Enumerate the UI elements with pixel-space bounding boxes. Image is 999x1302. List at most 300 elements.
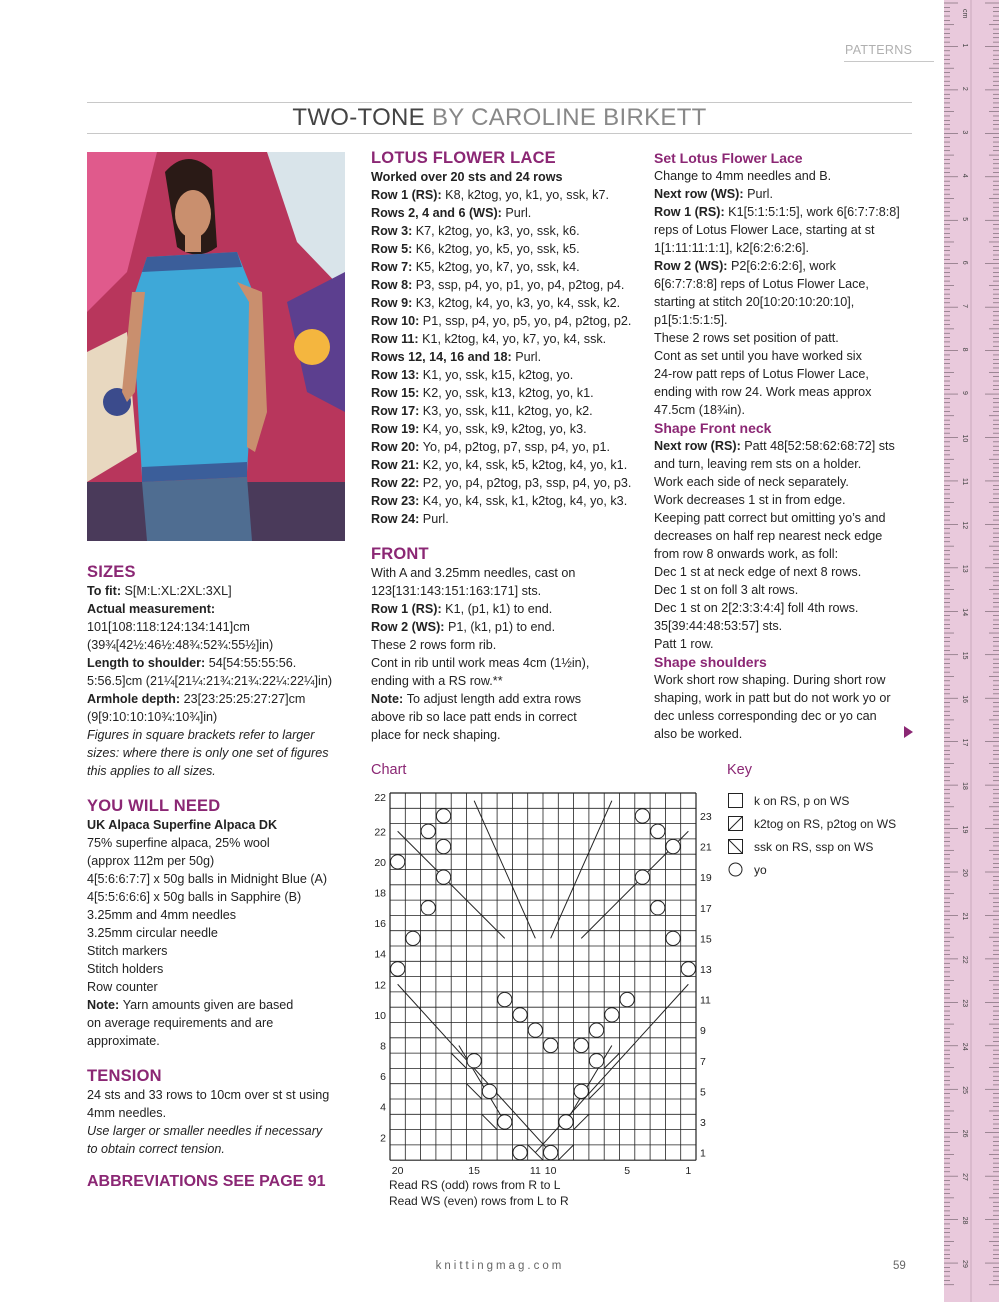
text-run: 101[108:118:124:134:141]cm: [87, 620, 250, 634]
chart-stitch-label: 20: [391, 1165, 404, 1178]
text-line: [87, 1014, 355, 1032]
chart-ssk-symbol: [467, 1084, 482, 1099]
text-line: [654, 347, 924, 365]
text-line: [371, 294, 639, 312]
tension-section: [87, 1066, 355, 1158]
text-line: [87, 744, 355, 762]
text-run: 35[39:44:48:53:57] sts.: [654, 619, 783, 633]
text-line: [371, 168, 639, 186]
text-line: [87, 942, 355, 960]
pattern-name: TWO-TONE: [292, 104, 425, 131]
ruler-label: 28: [961, 1216, 968, 1225]
front-heading: FRONT: [371, 545, 429, 563]
text-run: Keeping patt correct but omitting yo’s and: [654, 511, 886, 525]
text-line: [371, 258, 639, 276]
chart-row-label: 2: [380, 1132, 386, 1145]
tension-body: [87, 1086, 355, 1158]
text-run: Patt 48[52:58:62:68:72] sts: [744, 439, 895, 453]
text-line: [371, 636, 639, 654]
text-run: Change to 4mm needles and B.: [654, 169, 832, 183]
text-run: Patt 1 row.: [654, 637, 714, 651]
text-line: [371, 240, 639, 258]
chart-yo-symbol: [544, 1038, 558, 1052]
chart-stitch-label: 5: [624, 1165, 631, 1178]
text-run: Cont in rib until work meas 4cm (1½in),: [371, 656, 590, 670]
text-line: [654, 221, 924, 239]
text-run: K3, yo, ssk, k11, k2tog, yo, k2.: [422, 404, 593, 418]
chart-yo-symbol: [666, 931, 680, 945]
text-line: [87, 708, 355, 726]
bold-text: Actual measurement:: [87, 602, 216, 616]
chart-row-label: 11: [700, 994, 711, 1007]
ruler-label: 4: [961, 173, 968, 178]
text-line: [371, 618, 639, 636]
chart-yo-symbol: [528, 1023, 542, 1037]
chart-notes: [389, 1177, 569, 1209]
text-run: Purl.: [747, 187, 773, 201]
set-lace-body: [654, 167, 924, 419]
text-line: [371, 438, 639, 456]
text-line: [654, 401, 924, 419]
text-line: [87, 762, 355, 780]
text-run: K4, yo, ssk, k9, k2tog, yo, k3.: [422, 422, 587, 436]
ruler-label: 6: [961, 260, 968, 265]
chart-yo-symbol: [574, 1038, 588, 1052]
text-line: [654, 635, 924, 653]
text-run: (39¾[42½:46½:48¾:52¾:55½]in): [87, 638, 274, 652]
text-line: [371, 474, 639, 492]
text-line: [654, 257, 924, 275]
ruler-label: 3: [961, 130, 968, 135]
chart-k2tog-symbol: [574, 1114, 589, 1129]
bold-text: Note:: [371, 692, 407, 706]
chart-key: [728, 791, 928, 891]
text-line: [371, 420, 639, 438]
chart-row-label: 10: [374, 1009, 386, 1022]
text-run: starting at stitch 20[10:20:10:20:10],: [654, 295, 855, 309]
chart-yo-symbol: [574, 1084, 588, 1098]
ruler-label: 11: [961, 477, 968, 486]
chart-yo-symbol: [666, 839, 680, 853]
ruler-label: 19: [961, 825, 968, 834]
text-line: [654, 203, 924, 221]
text-run: decreases on half rep nearest neck edge: [654, 529, 883, 543]
title-rule-bottom: [87, 133, 912, 134]
text-run: p1[5:1:5:1:5].: [654, 313, 728, 327]
text-line: [371, 186, 639, 204]
neck: [185, 234, 201, 252]
text-run: from row 8 onwards work, as foll:: [654, 547, 839, 561]
text-run: P2[6:2:6:2:6], work: [730, 259, 836, 273]
text-run: 3.25mm and 4mm needles: [87, 908, 237, 922]
jeans: [142, 477, 252, 541]
ruler-label: 24: [961, 1042, 968, 1051]
text-line: [654, 383, 924, 401]
bold-text: Row 11:: [371, 332, 423, 346]
text-run: To adjust length add extra rows: [406, 692, 582, 706]
text-line: [654, 455, 924, 473]
ruler-label: 12: [961, 521, 968, 530]
text-run: 4[5:6:6:7:7] x 50g balls in Midnight Blue (A): [87, 872, 328, 886]
text-line: [87, 600, 355, 618]
ruler-label: 14: [961, 608, 968, 617]
text-run: K1[5:1:5:1:5], work 6[6:7:7:8:8]: [728, 205, 900, 219]
text-line: [87, 960, 355, 978]
bold-text: Row 15:: [371, 386, 423, 400]
text-run: Work decreases 1 st in from edge.: [654, 493, 846, 507]
footer-site: knittingmag.com: [435, 1260, 565, 1272]
page-number: 59: [893, 1260, 906, 1272]
text-run: K1, k2tog, k4, yo, k7, yo, k4, ssk.: [422, 332, 607, 346]
chart-row-label: 12: [374, 979, 386, 992]
bold-text: Row 23:: [371, 494, 423, 508]
chart-yo-symbol: [605, 1008, 619, 1022]
text-line: [371, 276, 639, 294]
text-line: [654, 491, 924, 509]
ruler-label: 15: [961, 651, 968, 660]
you-will-need-heading: YOU WILL NEED: [87, 797, 221, 815]
text-run: Use larger or smaller needles if necessary: [87, 1124, 323, 1138]
text-run: 54[54:55:55:56.: [208, 656, 297, 670]
text-line: [654, 707, 924, 725]
text-line: [87, 1122, 355, 1140]
ruler-label: 5: [961, 217, 968, 222]
page-ruler: [944, 0, 999, 1302]
ruler-label: 2: [961, 86, 968, 91]
chart-row-label: 14: [374, 948, 386, 961]
text-run: 23[23:25:25:27:27]cm: [183, 692, 306, 706]
chart-k2tog-symbol: [604, 1053, 619, 1068]
text-line: [371, 348, 639, 366]
chart-row-label: 6: [380, 1071, 386, 1084]
chart-row-label: 21: [700, 841, 712, 854]
chart-yo-symbol: [406, 931, 420, 945]
text-run: 4[5:5:6:6:6] x 50g balls in Sapphire (B): [87, 890, 302, 904]
chart-yo-symbol: [391, 855, 405, 869]
text-run: Stitch markers: [87, 944, 168, 958]
text-line: [654, 365, 924, 383]
text-run: K2, yo, k4, ssk, k5, k2tog, k4, yo, k1.: [422, 458, 628, 472]
bold-text: Row 8:: [371, 278, 416, 292]
text-line: [87, 726, 355, 744]
ruler-label: 23: [961, 999, 968, 1008]
chart-stitch-label: 15: [468, 1165, 480, 1178]
text-line: [654, 329, 924, 347]
text-run: K7, k2tog, yo, k3, yo, ssk, k6.: [415, 224, 580, 238]
abbreviations-link[interactable]: ABBREVIATIONS SEE PAGE 91: [87, 1173, 326, 1190]
chart-yo-symbol: [589, 1054, 603, 1068]
text-line: [371, 204, 639, 222]
chart-k2tog-symbol: [558, 1145, 573, 1160]
text-run: Row counter: [87, 980, 158, 994]
bold-text: Row 19:: [371, 422, 423, 436]
text-line: [371, 600, 639, 618]
ruler-label: 27: [961, 1173, 968, 1181]
chart-row-label: 17: [700, 902, 712, 915]
ruler-label: 1: [961, 43, 968, 48]
page-title: [87, 103, 912, 133]
lotus-flower-lace-section: [371, 148, 639, 528]
text-line: [654, 185, 924, 203]
text-line: [371, 312, 639, 330]
text-run: on average requirements and are: [87, 1016, 274, 1030]
ruler-label: 9: [961, 391, 968, 395]
chart-row-label: 18: [374, 887, 386, 900]
key-label: k2tog on RS, p2tog on WS: [754, 817, 897, 831]
text-run: to obtain correct tension.: [87, 1142, 225, 1156]
text-line: [87, 852, 355, 870]
text-run: Yo, p4, p2tog, p7, ssp, p4, yo, p1.: [422, 440, 610, 454]
chart-yo-symbol: [620, 992, 634, 1006]
set-lace-section: [654, 149, 924, 743]
text-line: [654, 599, 924, 617]
text-run: dec unless corresponding dec or yo can: [654, 709, 877, 723]
text-line: [87, 618, 355, 636]
sizes-heading: SIZES: [87, 563, 136, 581]
shape-shoulders-heading: Shape shoulders: [654, 654, 767, 670]
text-line: [371, 402, 639, 420]
you-will-need-body: [87, 816, 355, 1050]
bold-text: Next row (WS):: [654, 187, 748, 201]
text-run: 3.25mm circular needle: [87, 926, 218, 940]
text-run: Purl.: [505, 206, 532, 220]
text-line: [87, 672, 355, 690]
chart-yo-symbol: [436, 809, 450, 823]
text-run: Yarn amounts given are based: [122, 998, 294, 1012]
chart-row-label: 22: [374, 826, 386, 839]
text-line: [654, 545, 924, 563]
ruler-label: 7: [961, 304, 968, 309]
text-run: 75% superfine alpaca, 25% wool: [87, 836, 270, 850]
model-photo-illustration: [87, 152, 345, 541]
text-line: [654, 239, 924, 257]
text-line: [371, 564, 639, 582]
text-run: 47.5cm (18¾in).: [654, 403, 745, 417]
ruler-label: 13: [961, 564, 968, 573]
text-run: 123[131:143:151:163:171] sts.: [371, 584, 542, 598]
text-line: [654, 689, 924, 707]
chart-yo-symbol: [651, 901, 665, 915]
bold-text: Next row (RS):: [654, 439, 745, 453]
text-line: [87, 654, 355, 672]
ruler-label: 8: [961, 347, 968, 352]
chart-row-label: 22: [374, 792, 386, 804]
bold-text: Row 17:: [371, 404, 423, 418]
you-will-need-section: [87, 796, 355, 1050]
text-line: [87, 636, 355, 654]
shape-front-neck-heading: Shape Front neck: [654, 420, 772, 436]
text-run: Dec 1 st on foll 3 alt rows.: [654, 583, 799, 597]
model-photo: [87, 152, 345, 541]
text-run: K6, k2tog, yo, k5, yo, ssk, k5.: [415, 242, 580, 256]
bold-text: Row 5:: [371, 242, 416, 256]
text-run: above rib so lace patt ends in correct: [371, 710, 577, 724]
text-line: [654, 167, 924, 185]
text-run: S[M:L:XL:2XL:3XL]: [124, 584, 232, 598]
text-run: this applies to all sizes.: [87, 764, 216, 778]
text-line: [654, 563, 924, 581]
continue-arrow-icon: [904, 726, 913, 738]
text-line: [371, 726, 639, 744]
ruler-label: 21: [961, 912, 968, 921]
bold-text: Row 1 (RS):: [654, 205, 729, 219]
key-k2tog-icon: [728, 816, 743, 831]
chart-stitch-label: 10: [544, 1165, 557, 1178]
text-run: 24-row patt reps of Lotus Flower Lace,: [654, 367, 869, 381]
ruler-label: 29: [961, 1260, 968, 1268]
text-run: K4, yo, k4, ssk, k1, k2tog, k4, yo, k3.: [422, 494, 628, 508]
text-run: Purl.: [515, 350, 542, 364]
bold-text: Rows 12, 14, 16 and 18:: [371, 350, 516, 364]
chart-yo-symbol: [544, 1145, 558, 1159]
text-run: Cont as set until you have worked six: [654, 349, 862, 363]
bold-text: UK Alpaca Superfine Alpaca DK: [87, 818, 278, 832]
text-line: [371, 690, 639, 708]
chart-row-label: 20: [374, 856, 386, 869]
bold-text: Length to shoulder:: [87, 656, 209, 670]
text-line: [654, 581, 924, 599]
chart-row-label: 9: [700, 1025, 706, 1038]
chart-row-label: 13: [700, 963, 712, 976]
chart-yo-symbol: [482, 1084, 496, 1098]
text-run: Dec 1 st on 2[2:3:3:4:4] foll 4th rows.: [654, 601, 859, 615]
chart-yo-symbol: [589, 1023, 603, 1037]
text-run: K3, k2tog, k4, yo, k3, yo, k4, ssk, k2.: [415, 296, 621, 310]
text-run: shaping, work in patt but do not work yo or: [654, 691, 891, 705]
text-line: [87, 906, 355, 924]
sizes-section: [87, 562, 355, 780]
chart-yo-symbol: [681, 962, 695, 976]
text-run: Work each side of neck separately.: [654, 475, 849, 489]
text-run: ending with a RS row.**: [371, 674, 503, 688]
text-line: [654, 617, 924, 635]
text-run: Work short row shaping. During short row: [654, 673, 886, 687]
sweater: [132, 252, 257, 477]
text-run: Stitch holders: [87, 962, 164, 976]
text-run: Dec 1 st at neck edge of next 8 rows.: [654, 565, 862, 579]
ruler-label: 17: [961, 738, 968, 747]
text-run: sizes: where there is only one set of figures: [87, 746, 329, 760]
bold-text: Row 20:: [371, 440, 423, 454]
key-ssk-icon: [728, 839, 743, 854]
bold-text: Row 21:: [371, 458, 423, 472]
text-line: [87, 870, 355, 888]
text-line: [87, 924, 355, 942]
text-run: place for neck shaping.: [371, 728, 501, 742]
bold-text: Row 10:: [371, 314, 423, 328]
chart-ssk-symbol: [482, 1114, 497, 1129]
front-section: [371, 544, 639, 744]
key-label: yo: [754, 863, 767, 877]
ruler-label: 25: [961, 1086, 968, 1095]
bold-text: Armhole depth:: [87, 692, 184, 706]
ruler-label: 18: [961, 782, 968, 790]
bold-text: Row 22:: [371, 476, 423, 490]
text-run: K1, (p1, k1) to end.: [445, 602, 553, 616]
text-run: P1, (k1, p1) to end.: [447, 620, 556, 634]
chart-yo-symbol: [635, 870, 649, 884]
text-line: [87, 978, 355, 996]
lotus-flower-lace-body: [371, 168, 639, 528]
text-line: [371, 492, 639, 510]
text-run: P1, ssp, p4, yo, p5, yo, p4, p2tog, p2.: [422, 314, 632, 328]
text-line: [371, 582, 639, 600]
tension-heading: TENSION: [87, 1067, 162, 1085]
text-line: [654, 275, 924, 293]
ruler-label: 16: [961, 695, 968, 703]
bold-text: Row 13:: [371, 368, 423, 382]
text-line: [654, 473, 924, 491]
chart-note-ws: Read WS (even) rows from L to R: [389, 1194, 569, 1208]
chart-row-label: 8: [380, 1040, 386, 1053]
text-run: These 2 rows form rib.: [371, 638, 497, 652]
chart-yo-symbol: [421, 824, 435, 838]
chart-yo-symbol: [467, 1054, 481, 1068]
set-lace-heading: Set Lotus Flower Lace: [654, 150, 803, 166]
text-line: [654, 527, 924, 545]
lace-chart: [365, 785, 725, 1180]
chart-yo-symbol: [498, 1115, 512, 1129]
face: [175, 190, 211, 238]
chart-row-label: 23: [700, 810, 712, 823]
chart-row-label: 5: [700, 1086, 706, 1099]
ruler-label: 20: [961, 869, 968, 877]
text-run: 5:56.5]cm (21¼[21¼:21¾:21¾:22¼:22¼]in): [87, 674, 333, 688]
chart-yo-symbol: [436, 870, 450, 884]
text-line: [87, 888, 355, 906]
text-line: [87, 1032, 355, 1050]
sizes-body: [87, 582, 355, 780]
text-line: [87, 816, 355, 834]
text-run: 4mm needles.: [87, 1106, 167, 1120]
chart-stitch-label: 1: [685, 1165, 692, 1178]
text-run: With A and 3.25mm needles, cast on: [371, 566, 576, 580]
chart-row-label: 15: [700, 933, 712, 946]
chart-heading: Chart: [371, 762, 407, 778]
key-label: ssk on RS, ssp on WS: [754, 840, 874, 854]
chart-yo-symbol: [391, 962, 405, 976]
bold-text: Row 1 (RS):: [371, 188, 446, 202]
text-line: [654, 437, 924, 455]
text-run: K8, k2tog, yo, k1, yo, ssk, k7.: [445, 188, 609, 202]
key-heading: Key: [727, 762, 752, 778]
text-line: [371, 456, 639, 474]
text-run: K1, yo, ssk, k15, k2tog, yo.: [422, 368, 574, 382]
section-tag: PATTERNS: [845, 43, 913, 57]
bold-text: Row 9:: [371, 296, 416, 310]
text-line: [654, 509, 924, 527]
chart-note-rs: Read RS (odd) rows from R to L: [389, 1178, 561, 1192]
chart-row-label: 19: [700, 872, 712, 885]
text-line: [87, 834, 355, 852]
text-line: [371, 384, 639, 402]
ruler-label: 26: [961, 1129, 968, 1138]
text-line: [654, 293, 924, 311]
chart-yo-symbol: [513, 1008, 527, 1022]
chart-row-label: 4: [380, 1101, 386, 1114]
shape-shoulders-body: [654, 671, 924, 743]
bold-text: To fit:: [87, 584, 125, 598]
key-label: k on RS, p on WS: [754, 794, 850, 808]
chart-ssk-symbol: [451, 1053, 466, 1068]
lotus-flower-lace-heading: LOTUS FLOWER LACE: [371, 149, 556, 167]
text-run: K2, yo, ssk, k13, k2tog, yo, k1.: [422, 386, 594, 400]
text-run: approximate.: [87, 1034, 160, 1048]
text-run: 24 sts and 33 rows to 10cm over st st using: [87, 1088, 330, 1102]
chart-stitch-label: 11: [529, 1165, 541, 1178]
text-line: [654, 725, 924, 743]
text-run: also be worked.: [654, 727, 743, 741]
